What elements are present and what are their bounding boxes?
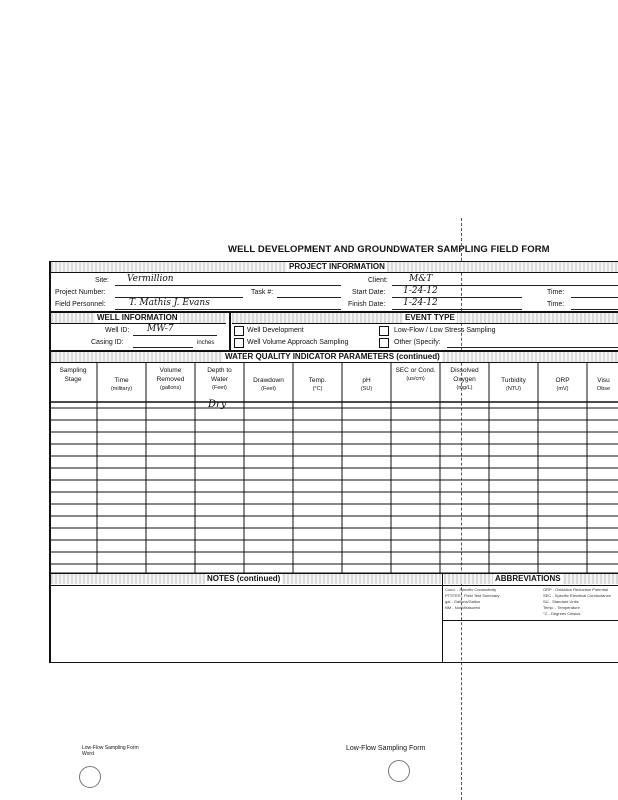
column-header-unit: (mV): [556, 386, 569, 392]
column-header: [489, 376, 538, 394]
column-header: [391, 366, 440, 384]
column-header-label: Visu: [597, 377, 610, 384]
column-header-unit: (gallons): [159, 385, 182, 391]
casing-id-label: Casing ID:: [91, 339, 124, 346]
column-header-label: Volume Removed: [156, 367, 185, 383]
start-date-value[interactable]: 1-24-12: [403, 286, 438, 296]
depth-to-water-first-value[interactable]: Dry: [208, 399, 227, 410]
divider: [51, 323, 226, 324]
column-header-label: Depth to Water: [207, 367, 232, 383]
time-underline-1[interactable]: [571, 297, 618, 298]
site-underline: [115, 285, 341, 286]
form-title: WELL DEVELOPMENT AND GROUNDWATER SAMPLING FIELD FORM: [228, 244, 550, 255]
column-header-unit: (°C): [312, 386, 323, 392]
footer-center: Low-Flow Sampling Form: [346, 745, 426, 752]
column-header-unit: (military): [110, 386, 133, 392]
abbreviation-item: NM - Not Measured: [445, 605, 480, 610]
column-header: [146, 366, 195, 393]
casing-unit: inches: [197, 340, 215, 346]
task-underline[interactable]: [277, 297, 341, 298]
event-type-heading: EVENT TYPE: [405, 313, 455, 322]
site-label: Site:: [95, 277, 110, 284]
divider: [443, 620, 618, 621]
column-header: [342, 376, 391, 394]
well-id-value[interactable]: MW-7: [147, 324, 174, 334]
well-event-divider: [229, 311, 231, 351]
finish-date-label: Finish Date:: [348, 301, 386, 308]
finish-date-value[interactable]: 1-24-12: [403, 298, 438, 308]
abbreviation-item: SU - Standard Units: [543, 599, 579, 604]
water-quality-heading: WATER QUALITY INDICATOR PARAMETERS (continued): [225, 352, 440, 361]
divider: [51, 272, 618, 273]
event-other-underline[interactable]: [447, 347, 618, 348]
column-header-unit: (us/cm): [406, 376, 425, 382]
abbreviation-item: ORP - Oxidation Reduction Potential: [543, 587, 608, 592]
site-value[interactable]: Vermillion: [127, 274, 174, 284]
project-info-heading: PROJECT INFORMATION: [289, 262, 385, 271]
divider: [232, 323, 618, 324]
column-header: [244, 376, 293, 394]
client-label: Client:: [368, 277, 388, 284]
well-info-heading: WELL INFORMATION: [97, 313, 178, 322]
well-id-label: Well ID:: [105, 327, 130, 334]
abbreviation-item: Cond. - Specific Conductivity: [445, 587, 497, 592]
event-option-label: Well Volume Approach Sampling: [247, 339, 349, 346]
client-value[interactable]: M&T: [409, 274, 433, 284]
abbreviations-heading: ABBREVIATIONS: [495, 574, 561, 583]
field-personnel-label: Field Personnel:: [55, 301, 106, 308]
event-other-checkbox[interactable]: [379, 338, 389, 348]
column-header: [293, 376, 342, 394]
abbreviation-item: Temp. - Temperature: [543, 605, 580, 610]
column-header-unit: (Feet): [261, 386, 276, 392]
column-header-unit: (SU): [360, 386, 373, 392]
column-header-label: ORP: [555, 377, 570, 384]
column-header: [587, 376, 618, 394]
event-well-development-checkbox[interactable]: [234, 326, 244, 336]
column-header-label: SEC or Cond.: [395, 367, 436, 374]
column-header-label: Turbidity: [501, 377, 526, 384]
column-header-unit: (Feet): [212, 385, 227, 391]
column-header: [440, 366, 489, 393]
footer-left-line2: Word: [82, 751, 94, 757]
column-header-unit: (mg/L): [456, 385, 473, 391]
project-number-label: Project Number:: [55, 289, 106, 296]
finish-date-underline: [392, 309, 522, 310]
column-header-label: Temp.: [308, 377, 327, 384]
time-label-2: Time:: [547, 301, 565, 308]
column-header-label: Dissolved Oxygen: [450, 367, 479, 383]
start-date-label: Start Date:: [352, 289, 386, 296]
abbreviation-item: SEC - Specific Electrical Conductance: [543, 593, 611, 598]
column-header: [538, 376, 587, 394]
column-header-unit: (NTU): [506, 386, 521, 392]
well-id-underline: [133, 335, 217, 336]
column-header-label: Drawdown: [253, 377, 284, 384]
divider: [51, 585, 618, 586]
field-personnel-value[interactable]: T. Mathis J. Evans: [129, 298, 210, 308]
column-header-unit: Obse: [596, 386, 611, 392]
event-well-volume-checkbox[interactable]: [234, 338, 244, 348]
column-header: [97, 376, 146, 394]
abbreviation-item: °C - Degrees Celsius: [543, 611, 581, 616]
abbreviation-item: gal - Gallons/Gallon: [445, 599, 481, 604]
punch-hole-center: [388, 760, 410, 782]
column-header-label: Time: [114, 377, 129, 384]
event-option-label: Well Development: [247, 327, 304, 334]
time-label-1: Time:: [547, 289, 565, 296]
field-form: [49, 261, 618, 663]
column-header: [49, 366, 97, 384]
column-header: [195, 366, 244, 393]
column-header-label: pH: [362, 377, 371, 384]
task-label: Task #:: [251, 289, 274, 296]
column-header-label: Sampling Stage: [59, 367, 87, 383]
punch-hole-left: [79, 766, 101, 788]
abbreviation-item: PTSTES - Field Test Summary: [445, 593, 500, 598]
footer-left-line1: Low-Flow Sampling Form: [82, 745, 139, 751]
field-personnel-underline: [115, 309, 341, 310]
event-option-label: Low-Flow / Low Stress Sampling: [394, 327, 496, 334]
event-option-label: Other (Specify:: [394, 339, 441, 346]
casing-id-underline[interactable]: [133, 347, 193, 348]
event-low-flow-checkbox[interactable]: [379, 326, 389, 336]
time-underline-2[interactable]: [571, 309, 618, 310]
notes-heading: NOTES (continued): [207, 574, 281, 583]
notes-abbreviations-divider: [442, 573, 443, 663]
